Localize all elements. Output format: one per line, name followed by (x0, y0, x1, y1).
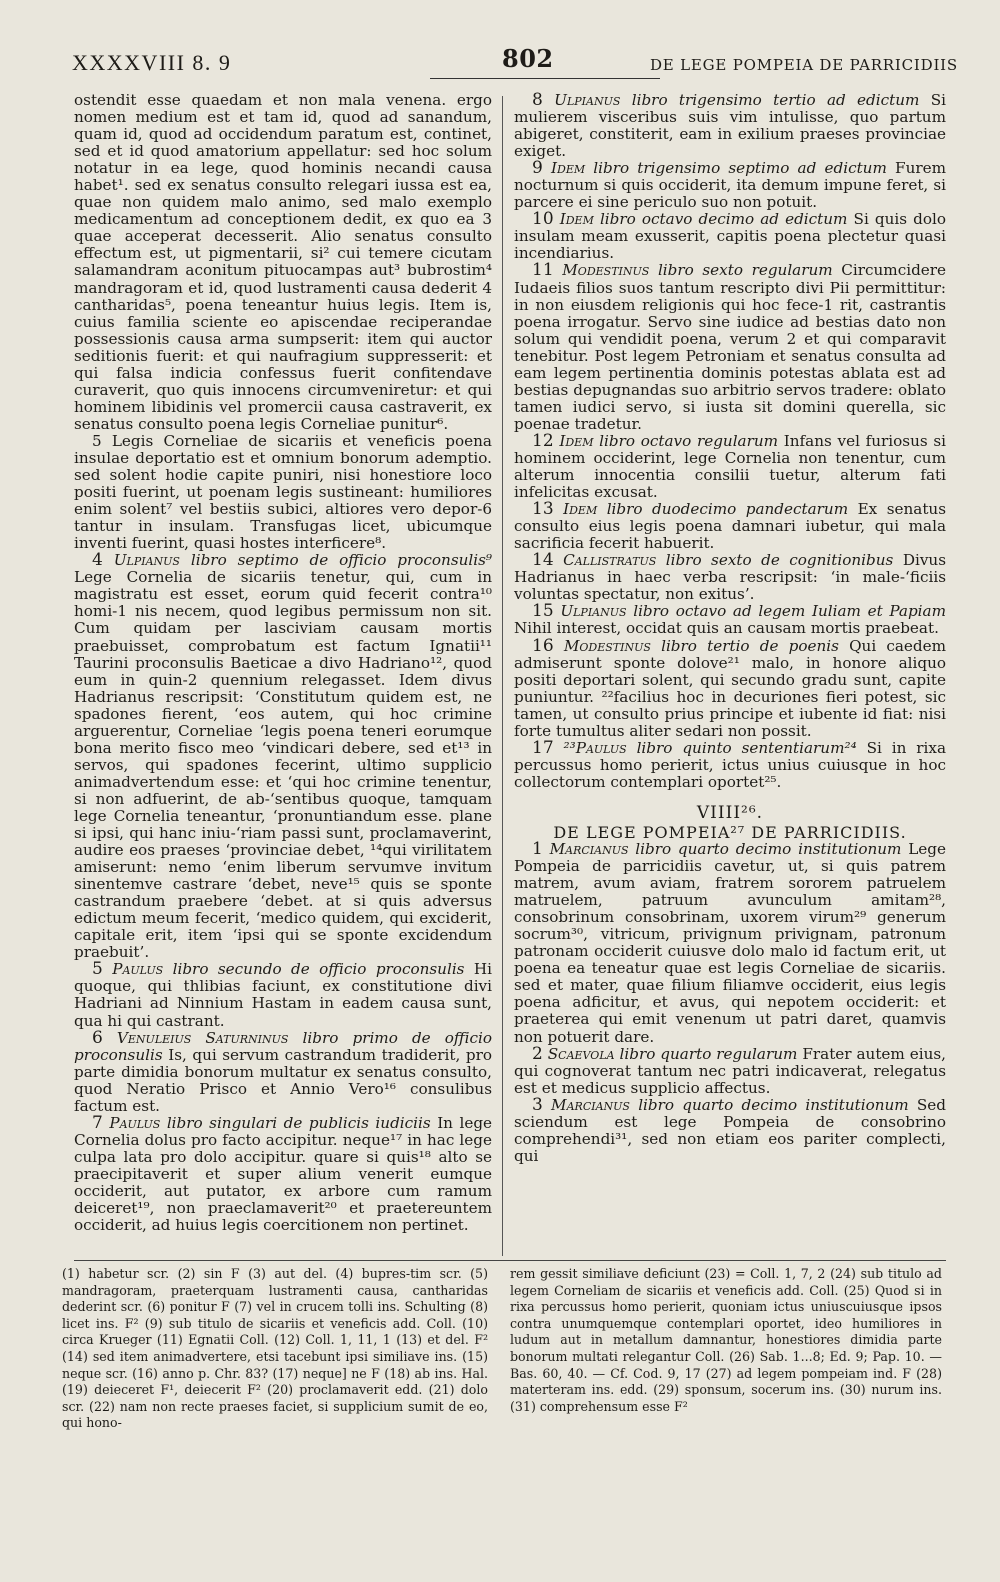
column-divider (502, 96, 503, 1256)
fragment (514, 262, 946, 432)
fragment-source: libro secundo de officio proconsulis (172, 960, 465, 979)
right-column (514, 92, 946, 1165)
fragment-number: 13 (532, 499, 554, 520)
footnotes-right-text: rem gessit similiave deficiunt (23) = Coll. 1, 7, 2 (24) sub titulo ad legem Corneliam de sicariis et veneficis add. Coll. (25) Quod si in rixa percussus homo perierit, quoniam ictus uniuscuiusque ipsos contra unumquemque contemplari oportet, ideo humiliores in ludum aut in metallum damnantur, honestiores dimidia parte bonorum multati relegantur Coll. (26) Sab. 1...8; Ed. 9; Pap. 10. — Bas. 60, 40. — Cf. Cod. 9, 17 (27) ad legem pompeiam ind. F (28) materteram ins. edd. (29) sponsum, socerum ins. (30) nurum ins. (31) comprehensum esse F² (510, 1266, 942, 1414)
fragment (74, 552, 492, 961)
fragment-source: libro septimo de officio proconsulis⁹ (190, 551, 493, 570)
fragment-number: 6 (92, 1027, 103, 1048)
fragment-text: Sed sciendum est lege Pompeia de consobrino comprehendi³¹, sed non etiam eos pariter complecti, qui (514, 1095, 947, 1165)
footnotes-left (62, 1266, 488, 1432)
section-title: DE LEGE POMPEIA²⁷ DE PARRICIDIIS. (553, 822, 907, 842)
fragment-author: Marcianus (551, 1095, 630, 1114)
fragment (74, 1027, 493, 1115)
footnote-rule (74, 1260, 946, 1261)
fragment-author: Venuleius Saturninus (116, 1028, 289, 1047)
fragment-number: 9 (532, 158, 543, 179)
fragment (514, 737, 947, 791)
fragment-number: 12 (532, 430, 554, 451)
fragment-text: Si mulierem visceribus suis vim intulisse, quo partum abigeret, constiterit, eam in exilium praeses provinciae exiget. (514, 91, 947, 161)
fragment-text: Frater autem eius, qui cognoverat tantum nec patri indicaverat, relegatus est et medicus supplicio affectus. (514, 1044, 946, 1097)
fragment (514, 1043, 946, 1097)
fragment-source: libro sexto de cognitionibus (665, 551, 894, 570)
fragment (514, 211, 946, 262)
fragment-source: libro singulari de publicis iudiciis (166, 1113, 431, 1132)
fragment-author: Modestinus (563, 636, 651, 655)
fragment (514, 160, 946, 211)
left-column (74, 92, 492, 1234)
fragment-source: libro quarto regularum (619, 1044, 798, 1063)
fragment-author: Ulpianus (560, 602, 627, 621)
fragment-source: libro tertio de poenis (661, 636, 839, 655)
fragment-number: 15 (532, 601, 554, 622)
header-section-ref: XXXXVIII 8. 9 (72, 50, 232, 75)
fragment-text: Infans vel furiosus si hominem occiderint, lege Cornelia non tenentur, cum alterum innocentia consilii tuetur, alterum fati infelicitas excusat. (514, 431, 947, 502)
fragment-text: Divus Hadrianus in haec verba rescripsit: ‘in male-‘ficiis voluntas spectatur, non exitus’. (514, 551, 947, 604)
fragment-author: Idem (559, 210, 594, 229)
fragment-text: Ex senatus consulto eius legis poena damnari iubetur, qui mala sacrificia fecerit habuerit. (514, 500, 947, 553)
fragment (514, 92, 946, 160)
running-header (72, 44, 958, 84)
footnotes-left-text: (1) habetur scr. (2) sin F (3) aut del. (4) bupres-tim scr. (5) mandragoram, praeterquam lustramenti causa, cantharidas dederint scr. (6) ponitur F (7) vel in crucem tolli ins. Schulting (8) licet ins. F² (9) sub titulo de sicariis et veneficis add. Coll. (10) circa Krueger (11) Egnatii Coll. (12) Coll. 1, 11, 1 (13) et del. F² (14) sed item animadvertere, etsi tacebunt ipsi similiave ins. (15) neque scr. (16) anno p. Chr. 83? (17) neque] ne F (18) ab ins. Hal. (19) deieceret F¹, deiecerit F² (20) proclamaverit edd. (21) dolo scr. (22) nam non recte praeses faciet, si supplicium sumit de eo, qui hono- (62, 1266, 488, 1431)
fragment-author: Modestinus (562, 261, 650, 280)
header-rule (430, 78, 660, 79)
fragment-text: Hi quoque, qui thlibias faciunt, ex constitutione divi Hadriani ad Ninnium Hastam in eadem causa sunt, qua hi qui castrant. (74, 960, 492, 1030)
fragment (74, 1112, 493, 1235)
fragment-text: In lege Cornelia dolus pro facto accipitur. neque¹⁷ in hac lege culpa lata pro dolo accipitur. quare si quis¹⁸ alto se praecipitaverit et super alium venerit eumque occiderit, aut putator, ex arbore cum ramum deiceret¹⁹, non praeclamaverit²⁰ et praetereuntem occiderit, ad huius legis coercitionem non pertinet. (74, 1113, 493, 1235)
fragment-number: 8 (532, 90, 543, 110)
fragment (514, 1094, 947, 1165)
fragment-text: Is, qui servum castrandum tradiderit, pro parte dimidia bonorum multatur ex senatus consulto, quod Neratio Prisco et Annio Vero¹⁶ consulibus factum est. (74, 1045, 493, 1115)
fragment-author: ²³Paulus (563, 738, 627, 757)
fragment-text: Qui caedem admiserunt sponte dolove²¹ malo, in honore aliquo positi deportari solent, qui secundo gradu sunt, capite puniuntur. ²²facilius hoc in decuriones fieri potest, sic tamen, ut consulto prius principe et iubente id fiat: nisi forte tumultus aliter sedari non possit. (514, 636, 947, 740)
fragment-author: Idem (563, 500, 598, 519)
footnotes-right (510, 1266, 942, 1415)
fragment-author: Ulpianus (554, 91, 621, 109)
fragment (74, 961, 492, 1029)
fragment-number: 1 (532, 839, 543, 860)
fragment-author: Ulpianus (113, 551, 180, 570)
fragment-text: Lege Pompeia de parricidiis cavetur, ut, si quis patrem matrem, avum aviam, fratrem sororem patruelem matruelem, patruum avunculum amitam²⁸, consobrinum consobrinam, uxorem virum²⁹ generum socrum³⁰, vitricum, privignum privignam, patronum patronam occiderit cuiusve dolo malo id factum erit, ut poena ea teneatur quae est legis Corneliae de sicariis. sed et mater, quae filium filiamve occiderit, eius legis poena adficitur, et avus, qui nepotem occiderit: et praeterea qui emit venenum ut patri daret, quamvis non potuerit dare. (514, 840, 947, 1046)
fragment-text: Furem nocturnum si quis occiderit, ita demum impune feret, si parcere ei sine periculo suo non potuit. (514, 159, 946, 212)
fragment-number: 5 (92, 959, 103, 980)
fragment-text: 5 Legis Corneliae de sicariis et veneficis poena insulae deportatio est et omnium bonorum ademptio. sed solent hodie capite puniri, nisi honestiore loco positi fuerint, ut poenam legis sustineant: humiliores enim solent⁷ vel bestiis subici, altiores vero depor-6 tantur in insulam. Transfugas licet, ubicumque inventi fuerint, quasi hostes interficere⁸. (74, 431, 492, 553)
paragraph (74, 92, 492, 433)
fragment-author: Scaevola (547, 1044, 615, 1063)
fragment-number: 3 (532, 1094, 543, 1115)
fragment-number: 14 (532, 550, 554, 571)
fragment-text: Circumcidere Iudaeis filios suos tantum rescripto divi Pii permittitur: in non eiusdem religionis qui hoc fece-1 rit, castrantis poena irrogatur. Servo sine iudice ad bestias dato non solum qui vendidit poena, verum 2 et qui comparavit tenebitur. Post legem Petroniam et senatus consulta ad eam legem pertinentia dominis potestas ablata est ad bestias depugnandas suo arbitrio servos tradere: oblato tamen iudici servo, si iusta sit domini querella, sic poenae tradetur. (514, 261, 947, 433)
fragment (514, 603, 946, 637)
fragment-number: 10 (532, 209, 554, 230)
fragment-number: 11 (532, 260, 554, 281)
fragment-author: Idem (551, 159, 586, 178)
fragment-number: 7 (92, 1112, 103, 1133)
fragment-number: 2 (532, 1043, 543, 1064)
fragment-number: 4 (92, 550, 103, 571)
fragment-source: libro octavo decimo ad edictum (599, 210, 848, 229)
fragment-source: libro octavo regularum (599, 431, 779, 450)
fragment (514, 501, 946, 552)
fragment-text: Nihil interest, occidat quis an causam mortis praebeat. (514, 619, 939, 638)
fragment-author: Paulus (109, 1113, 161, 1132)
fragment-source: libro primo de officio proconsulis (74, 1028, 493, 1064)
fragment (514, 635, 947, 740)
fragment-author: Marcianus (549, 840, 629, 859)
fragment-author: Paulus (112, 960, 164, 979)
header-title: DE LEGE POMPEIA DE PARRICIDIIS (649, 56, 958, 74)
fragment-source: libro trigensimo septimo ad edictum (593, 159, 887, 178)
paragraph (74, 433, 492, 552)
fragment-source: libro trigensimo tertio ad edictum (631, 91, 920, 109)
fragment-source: libro octavo ad legem Iuliam et Papiam (633, 602, 946, 621)
section-number: VIIII²⁶. (696, 802, 764, 823)
fragment-source: libro quarto decimo institutionum (635, 840, 902, 859)
fragment-number: 17 (532, 737, 554, 758)
section-heading (514, 802, 946, 842)
fragment-number: 16 (532, 635, 554, 656)
fragment (514, 430, 947, 502)
fragment-text: Lege Cornelia de sicariis tenetur, qui, cum in magistratu est esset, eorum quid fecerit contra¹⁰ homi-1 nis necem, quod legibus permissum non sit. Cum quidam per lasciviam causam mortis praebuisset, comprobatum est factum Ignatii¹¹ Taurini proconsulis Baeticae a divo Hadriano¹², quod eum in quin-2 quennium relegasset. Idem divus Hadrianus rescripsit: ‘Constitutum quidem est, ne spadones fierent, ‘eos autem, qui hoc crimine arguerentur, Corneliae ‘legis poena teneri eorumque bona merito fisco meo ‘vindicari debere, sed et¹³ in servos, qui spadones fecerint, ultimo supplicio animadvertendum esse: et ‘qui hoc crimine tenentur, si non adfuerint, de ab-‘sentibus quoque, tamquam lege Cornelia teneantur, ‘pronuntiandum esse. plane si ipsi, qui hanc iniu-‘riam passi sunt, proclamaverint, audire eos praeses ‘provinciae debet, ¹⁴qui virilitatem amiserunt: nemo ‘enim liberum servumve invitum sinentemve castrare ‘debet, neve¹⁵ quis se sponte castrandum praebere ‘debet. at si quis adversus edictum meum fecerit, ‘medico quidem, qui exciderit, capitale erit, item ‘ipsi qui se sponte excidendum praebuit’. (74, 568, 492, 962)
fragment-source: libro duodecimo pandectarum (606, 500, 849, 519)
fragment (514, 552, 946, 603)
fragment (514, 841, 946, 1046)
fragment-source: libro quinto sententiarum²⁴ (636, 738, 857, 757)
fragment-source: libro quarto decimo institutionum (638, 1095, 909, 1114)
page-number: 802 (502, 44, 554, 73)
fragment-text: Si in rixa percussus homo perierit, ictus unius cuiusque in hoc collectorum contemplari oportet²⁵. (514, 738, 947, 791)
fragment-author: Callistratus (563, 551, 657, 570)
fragment-text: Si quis dolo insulam meam exusserit, capitis poena plectetur quasi incendiarius. (514, 210, 947, 263)
fragment-text: ostendit esse quaedam et non mala venena. ergo nomen medium est et tam id, quod ad sanandum, quam id, quod ad occidendum paratum est, continet, sed et id quod amatorium appellatur: sed hoc solum notatur in ea lege, quod hominis necandi causa habet¹. sed ex senatus consulto relegari iussa est ea, quae non quidem malo animo, sed malo exemplo medicamentum ad conceptionem dedit, ex quo ea 3 quae acceperat decesserit. Alio senatus consulto effectum est, ut pigmentarii, si² cui temere cicutam salamandram aconitum pituocampas aut³ bubrostim⁴ mandragoram et id, quod lustramenti causa dederit 4 cantharidas⁵, poena teneantur huius legis. Item is, cuius familia sciente eo apiscendae reciperandae possessionis causa arma sumpserit: item qui auctor seditionis fuerit: et qui naufragium suppresserit: et qui falsa indicia confessus fuerit confitendave curaverit, quo quis innocens circumveniretur: et qui hominem libidinis vel promercii causa castraverit, ex senatus consulto poena legis Corneliae punitur⁶. (74, 91, 492, 433)
fragment-source: libro sexto regularum (657, 261, 833, 280)
fragment-author: Idem (559, 431, 594, 450)
